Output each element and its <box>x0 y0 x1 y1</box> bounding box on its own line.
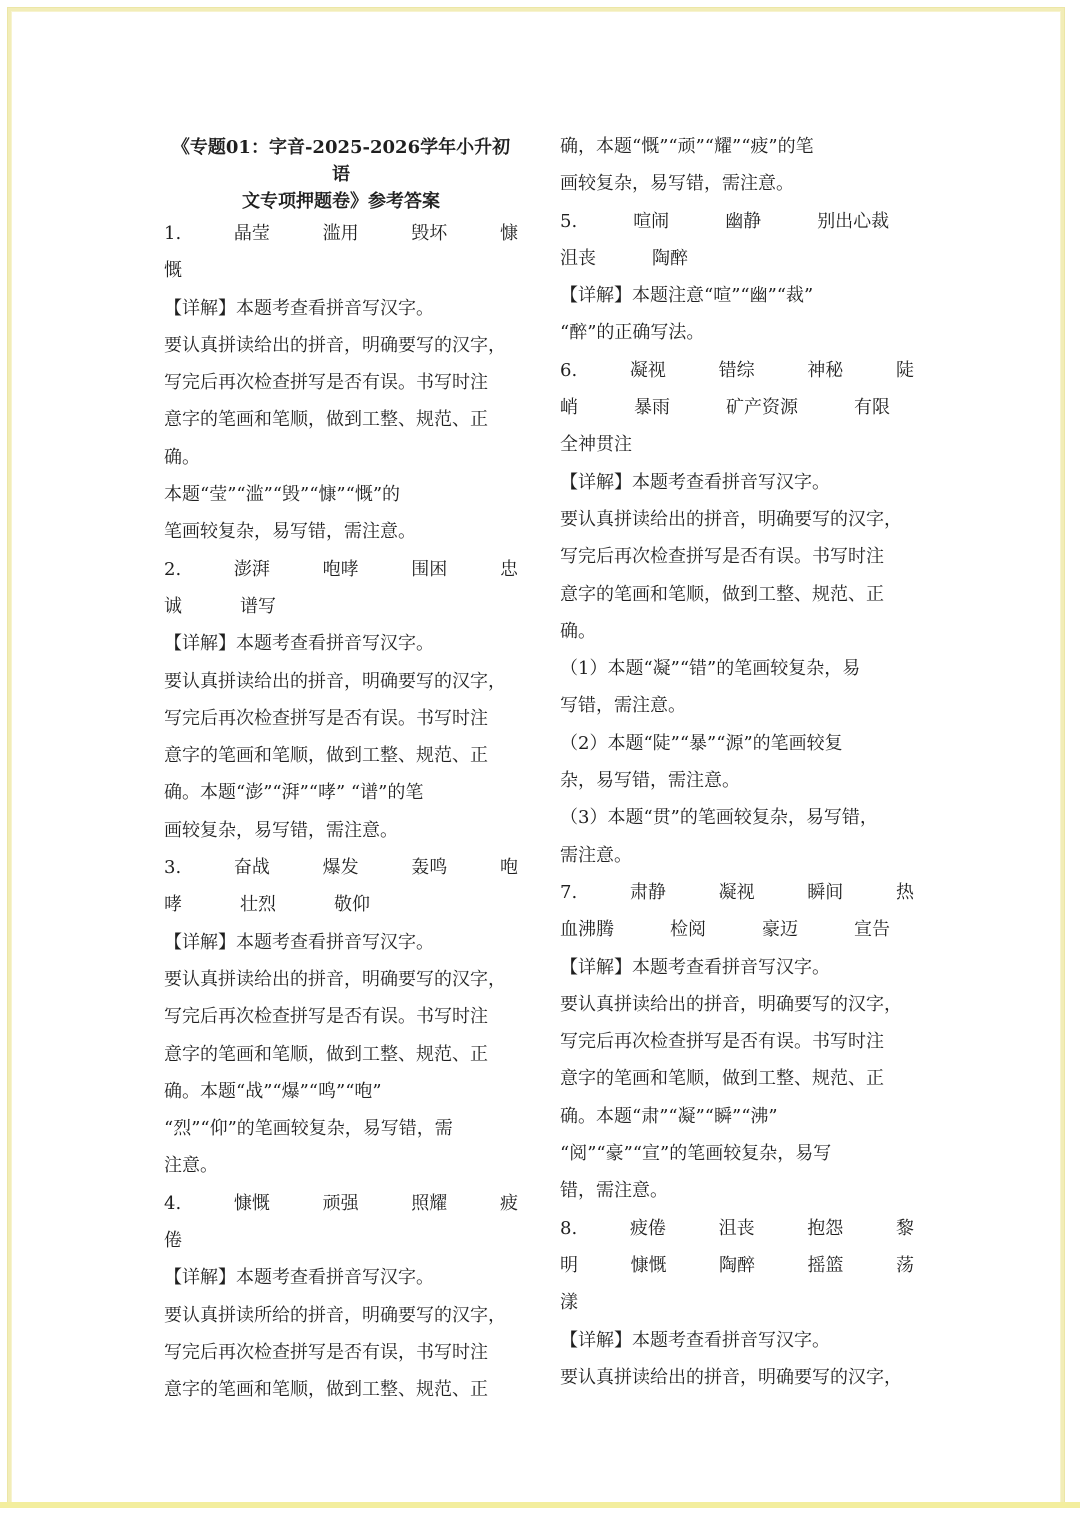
text-line: 写完后再次检查拼写是否有误。书写时注 <box>164 372 488 394</box>
answer-word: 5. <box>560 210 578 232</box>
answer-word-row <box>164 886 518 923</box>
answer-word: 1. <box>164 223 182 244</box>
answer-word: 哮 <box>164 894 182 916</box>
text-line: 笔画较复杂，易写错，需注意。 <box>164 521 416 543</box>
text-line: 写完后再次检查拼写是否有误。书写时注 <box>164 1006 488 1028</box>
text-line: 写完后再次检查拼写是否有误，书写时注 <box>164 1341 488 1363</box>
answer-word: 凝视 <box>718 881 755 903</box>
answer-word: 抱怨 <box>807 1217 844 1239</box>
text-line: 全神贯注 <box>560 434 632 456</box>
text-line: 需注意。 <box>560 844 632 866</box>
text-line: 意字的笔画和笔顺，做到工整、规范、正 <box>560 1068 884 1090</box>
text-line: 写完后再次检查拼写是否有误。书写时注 <box>560 546 884 568</box>
answer-word-row <box>560 203 914 240</box>
text-line: 意字的笔画和笔顺，做到工整、规范、正 <box>164 1043 488 1065</box>
answer-word: 豪迈 <box>762 919 798 941</box>
text-line: 慨 <box>164 260 182 282</box>
text-line: 【详解】本题考查看拼音写汉字。 <box>560 471 830 493</box>
text-line: 确，本题“慨”“顽”“耀”“疲”的笔 <box>560 136 814 157</box>
answer-word: 暴雨 <box>634 397 670 419</box>
text-line: 画较复杂，易写错，需注意。 <box>560 173 794 195</box>
text-line: 杂，易写错，需注意。 <box>560 770 740 792</box>
answer-word: 忠 <box>500 558 518 580</box>
answer-word: 谱写 <box>240 595 276 617</box>
answer-word: 峭 <box>560 397 578 419</box>
answer-word: 凝视 <box>629 359 666 381</box>
text-line: “烈”“仰”的笔画较复杂，易写错，需 <box>164 1118 453 1140</box>
answer-word: 沮丧 <box>560 247 596 269</box>
answer-word-row <box>164 215 518 252</box>
text-line: 【详解】本题考查看拼音写汉字。 <box>164 931 434 953</box>
text-line: 倦 <box>164 1230 182 1252</box>
text-line: 要认真拼读给出的拼音，明确要写的汉字， <box>164 334 506 356</box>
answer-word: 别出心裁 <box>817 210 890 232</box>
answer-word: 3. <box>164 857 182 879</box>
answer-word-row <box>560 911 914 948</box>
answer-word-row <box>560 389 914 426</box>
answer-word: 滥用 <box>322 223 359 244</box>
answer-word-row <box>164 588 518 625</box>
answer-word: 毁坏 <box>411 223 448 244</box>
left-column-lines <box>164 215 518 1409</box>
title-line-2: 文专项押题卷》参考答案 <box>242 191 440 212</box>
answer-word: 疲倦 <box>629 1217 666 1239</box>
answer-word: 奋战 <box>233 857 270 879</box>
answer-word: 疲 <box>500 1192 518 1214</box>
answer-word: 爆发 <box>322 857 359 879</box>
text-line: 本题“莹”“滥”“毁”“慷”“慨”的 <box>164 484 401 506</box>
answer-word: 慷慨 <box>630 1254 667 1276</box>
bottom-decorative-band <box>0 1502 1080 1529</box>
answer-word: 4. <box>164 1192 182 1214</box>
text-line: 意字的笔画和笔顺，做到工整、规范、正 <box>164 745 488 767</box>
answer-word: 热 <box>896 881 914 903</box>
answer-word-row <box>560 874 914 911</box>
text-line: 要认真拼读所给的拼音，明确要写的汉字， <box>164 1304 506 1326</box>
text-line: 确。本题“肃”“凝”“瞬”“沸” <box>560 1105 778 1127</box>
answer-word: 喧闹 <box>633 210 670 232</box>
answer-word: 陶醉 <box>652 247 688 269</box>
text-line: “阅”“豪”“宣”的笔画较复杂，易写 <box>560 1143 832 1165</box>
text-line: 【详解】本题考查看拼音写汉字。 <box>560 956 830 978</box>
answer-word: 轰鸣 <box>411 857 448 879</box>
title-line-1: 《专题01：字音-2025-2026学年小升初语 <box>171 137 511 185</box>
text-line: 【详解】本题考查看拼音写汉字。 <box>164 297 434 319</box>
text-line: 要认真拼读给出的拼音，明确要写的汉字， <box>560 993 902 1015</box>
answer-word: 2. <box>164 558 182 580</box>
answer-word: 围困 <box>411 558 448 580</box>
text-line: 意字的笔画和笔顺，做到工整、规范、正 <box>164 1379 488 1401</box>
text-line: 【详解】本题考查看拼音写汉字。 <box>164 1267 434 1289</box>
answer-word: 诚 <box>164 595 182 617</box>
answer-word: 8. <box>560 1217 578 1239</box>
answer-word: 肃静 <box>629 881 666 903</box>
answer-word: 血沸腾 <box>560 919 614 941</box>
answer-word-row <box>560 240 914 277</box>
text-line: 确。 <box>164 446 200 468</box>
document-title <box>164 134 518 215</box>
answer-word: 幽静 <box>725 210 762 232</box>
answer-word: 咆哮 <box>322 558 359 580</box>
answer-word: 壮烈 <box>240 894 276 916</box>
text-line: （1）本题“凝”“错”的笔画较复杂，易 <box>560 658 861 680</box>
answer-word: 矿产资源 <box>726 397 798 419</box>
answer-word: 宣告 <box>854 919 890 941</box>
answer-word: 摇篮 <box>807 1254 844 1276</box>
text-line: 注意。 <box>164 1155 218 1177</box>
text-line: 【详解】本题考查看拼音写汉字。 <box>164 633 434 655</box>
text-line: 写完后再次检查拼写是否有误。书写时注 <box>164 707 488 729</box>
text-line: 写错，需注意。 <box>560 695 686 717</box>
answer-word: 顽强 <box>322 1192 359 1214</box>
answer-word: 敬仰 <box>334 894 370 916</box>
answer-word: 明 <box>560 1254 578 1276</box>
text-line: 确。 <box>560 620 596 642</box>
answer-word-row <box>560 1247 914 1284</box>
answer-word: 澎湃 <box>233 558 270 580</box>
answer-word: 陡 <box>896 359 914 381</box>
right-column-lines <box>560 128 914 1396</box>
text-line: 要认真拼读给出的拼音，明确要写的汉字， <box>560 1366 902 1388</box>
text-line: 画较复杂，易写错，需注意。 <box>164 819 398 841</box>
answer-word: 有限 <box>854 397 890 419</box>
answer-word: 黎 <box>896 1217 914 1239</box>
text-line: 漾 <box>560 1292 578 1314</box>
right-column <box>560 128 914 1396</box>
text-line: （3）本题“贯”的笔画较复杂，易写错， <box>560 807 878 829</box>
text-line: 写完后再次检查拼写是否有误。书写时注 <box>560 1031 884 1053</box>
text-line: （2）本题“陡”“暴”“源”的笔画较复 <box>560 732 843 754</box>
answer-word: 晶莹 <box>233 223 270 244</box>
answer-word: 6. <box>560 359 578 381</box>
left-column <box>164 128 518 1409</box>
answer-word: 咆 <box>500 857 518 879</box>
text-line: 意字的笔画和笔顺，做到工整、规范、正 <box>164 409 488 431</box>
answer-word: 检阅 <box>670 919 706 941</box>
text-line: 要认真拼读给出的拼音，明确要写的汉字， <box>164 670 506 692</box>
text-line: 确。本题“战”“爆”“鸣”“咆” <box>164 1080 382 1102</box>
answer-word: 错综 <box>718 359 755 381</box>
answer-word: 慷慨 <box>233 1192 270 1214</box>
text-line: 要认真拼读给出的拼音，明确要写的汉字， <box>560 508 902 530</box>
text-line: 确。本题“澎”“湃”“哮” “谱”的笔 <box>164 782 424 804</box>
answer-word: 照耀 <box>411 1192 448 1214</box>
text-line: 【详解】本题注意“喧”“幽”“裁” <box>560 285 814 307</box>
text-line: 要认真拼读给出的拼音，明确要写的汉字， <box>164 968 506 990</box>
answer-word: 慷 <box>500 223 518 244</box>
answer-word-row <box>164 1185 518 1222</box>
answer-word: 7. <box>560 881 578 903</box>
text-line: 意字的笔画和笔顺，做到工整、规范、正 <box>560 583 884 605</box>
answer-word-row <box>560 1210 914 1247</box>
answer-word: 陶醉 <box>719 1254 755 1276</box>
answer-word-row <box>164 849 518 886</box>
answer-word: 神秘 <box>807 359 844 381</box>
answer-word: 瞬间 <box>807 881 844 903</box>
text-line: “醉”的正确写法。 <box>560 322 705 344</box>
answer-word-row <box>560 352 914 389</box>
answer-word-row <box>164 551 518 588</box>
answer-word: 沮丧 <box>718 1217 755 1239</box>
text-line: 错，需注意。 <box>560 1180 668 1202</box>
answer-word: 荡 <box>896 1254 914 1276</box>
text-line: 【详解】本题考查看拼音写汉字。 <box>560 1329 830 1351</box>
